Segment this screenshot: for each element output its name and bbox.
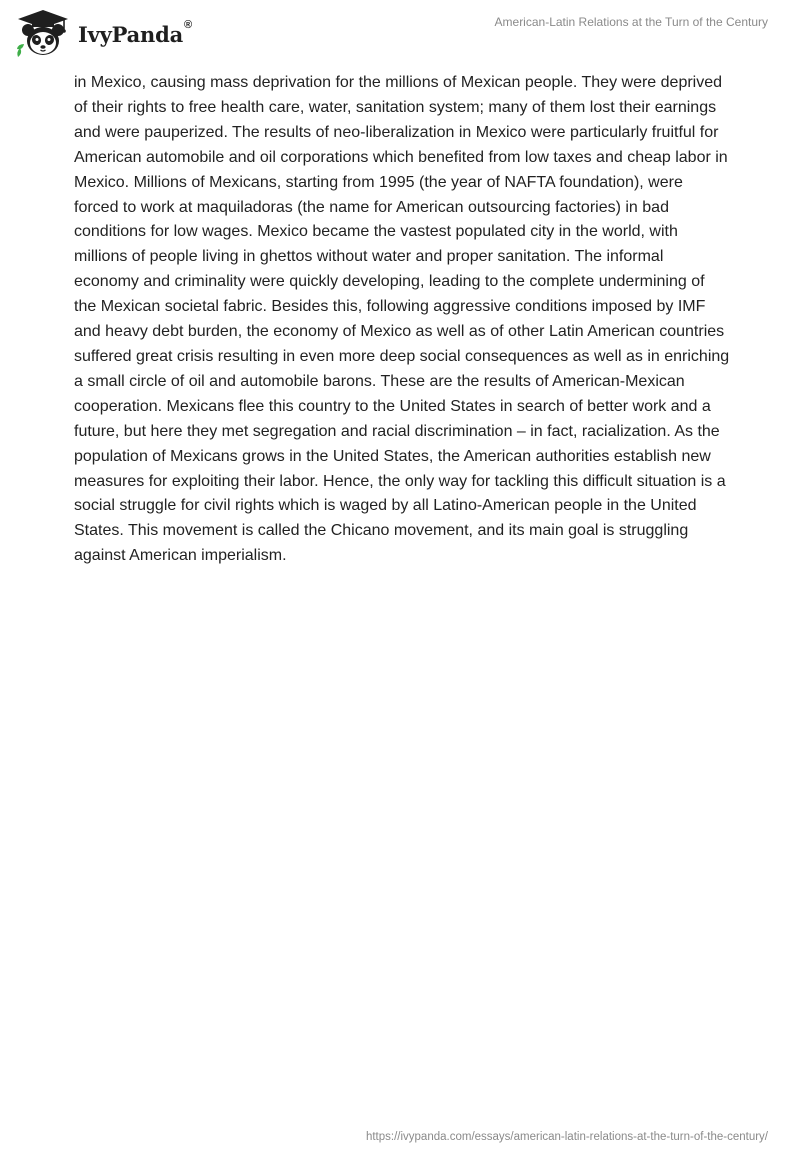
- essay-paragraph: in Mexico, causing mass deprivation for the millions of Mexican people. They were deprived of their rights to free health care, water, sanitation system; many of them lost their earnings and were pauperized. The results of neo-liberalization in Mexico were particularly fruitful for American automobile and oil corporations which benefited from low taxes and cheap labor in Mexico. Millions of Mexicans, starting from 1995 (the year of NAFTA foundation), were forced to work at maquiladoras (the name for American outsourcing factories) in bad conditions for low wages. Mexico became the vastest populated city in the world, with millions of people living in ghettos without water and proper sanitation. The informal economy and criminality were quickly developing, leading to the complete undermining of the Mexican societal fabric. Besides this, following aggressive conditions imposed by IMF and heavy debt burden, the economy of Mexico as well as of other Latin American countries suffered great crisis resulting in even more deep social consequences as well as in enriching a small circle of oil and automobile barons. These are the results of American-Mexican cooperation. Mexicans flee this country to the United States in search of better work and a future, but here they met segregation and racial discrimination – in fact, racialization. As the population of Mexicans grows in the United States, the American authorities establish new measures for exploiting their labor. Hence, the only way for tackling this difficult situation is a social struggle for civil rights which is waged by all Latino-American people in the United States. This movement is called the Chicano movement, and its main goal is struggling against American imperialism.: [74, 74, 730, 565]
- document-title: American-Latin Relations at the Turn of the Century: [494, 15, 768, 29]
- registered-mark: ®: [184, 18, 192, 31]
- page-header: [0, 0, 800, 66]
- source-url-link[interactable]: https://ivypanda.com/essays/american-latin-relations-at-the-turn-of-the-century/: [365, 1131, 768, 1143]
- panda-graduate-icon: [14, 8, 72, 58]
- ivypanda-logo[interactable]: [14, 8, 192, 58]
- brand-name: IvyPanda®: [78, 18, 192, 47]
